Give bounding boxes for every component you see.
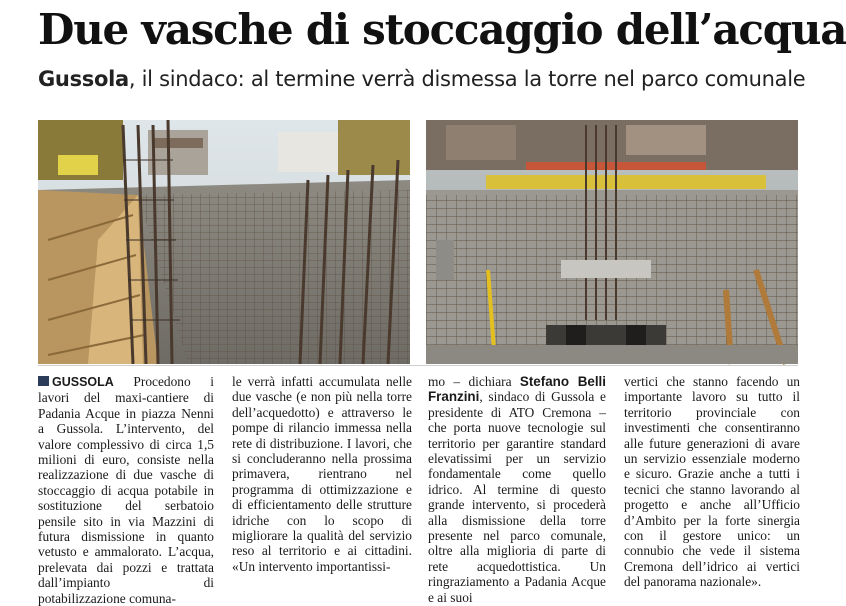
article-column-1 [38, 374, 214, 606]
subhead-text: , il sindaco: al termine verrà dismessa la torre nel parco comunale [128, 67, 806, 91]
article-column-3 [428, 374, 606, 605]
dateline-square-icon [38, 376, 49, 386]
column-3-text-a: mo – dichiara [428, 374, 520, 389]
rebar-formwork-image [38, 120, 410, 364]
column-3-text-b: , sindaco di Gussola e presidente di ATO Cremona – che porta nuove tecnologie sul territorio per garantire standard elevatissimi per un servizio fondamentale come quello idrico. Al termine di questo grande intervento, si procederà alla dismissione della torre presente nel parco comunale, oltre alla miglioria di parte di rete acquedottistica. Un ringraziamento a Padania Acque e ai suoi [428, 389, 606, 605]
article-column-4 [624, 374, 800, 588]
column-4-text: vertici che stanno facendo un importante lavoro su tutto il territorio provinciale con investimenti che consentiranno alle future generazioni di avare un servizio essenziale moderno e sicuro. Grazie anche a tutti i tecnici che stanno lavorando al progetto e anche all’Ufficio d’Ambito per la forte sinergia con il gestore unico: un connubio che vede il sistema Cremona dell’idrico ai vertici del panorama nazionale». [624, 374, 800, 590]
reinforced-slab-image [426, 120, 798, 364]
article-subhead [38, 64, 818, 94]
article-column-2 [232, 374, 412, 588]
column-1-text: Procedono i lavori del maxi-cantiere di Padania Acque in piazza Nenni a Gussola. L’intervento, del valore complessivo di circa 1,5 milioni di euro, consiste nella realizzazione di due vasche di stoccaggio di acqua potabile in sostituzione del serbatoio pensile sito in via Mazzini di futura dismissione in quanto vetusto e ammalorato. L’acqua, prelevata dai pozzi e trattata dall’impianto di potabilizzazione comuna- [38, 374, 214, 606]
subhead-place: Gussola [38, 67, 129, 91]
quoted-person-name: Stefano Belli Franzini [428, 374, 606, 405]
column-2-text: le verrà infatti accumulata nelle due vasche (e non più nella torre dell’acquedotto) e attraverso le pompe di rilancio immessa nella rete di distribuzione. I lavori, che si concluderanno nella prossima primavera, rientrano nel programma di ottimizzazione e di efficientamento delle strutture idriche con lo scopo di migliorare la qualità del servizio reso al territorio e ai cittadini. «Un intervento importantissi- [232, 374, 412, 574]
article-headline: Due vasche di stoccaggio dell’acqua [38, 5, 846, 54]
construction-site-photo-right [426, 120, 798, 364]
dateline: GUSSOLA [52, 375, 114, 389]
construction-site-photo-left [38, 120, 410, 364]
photo-caption-divider [38, 365, 798, 366]
